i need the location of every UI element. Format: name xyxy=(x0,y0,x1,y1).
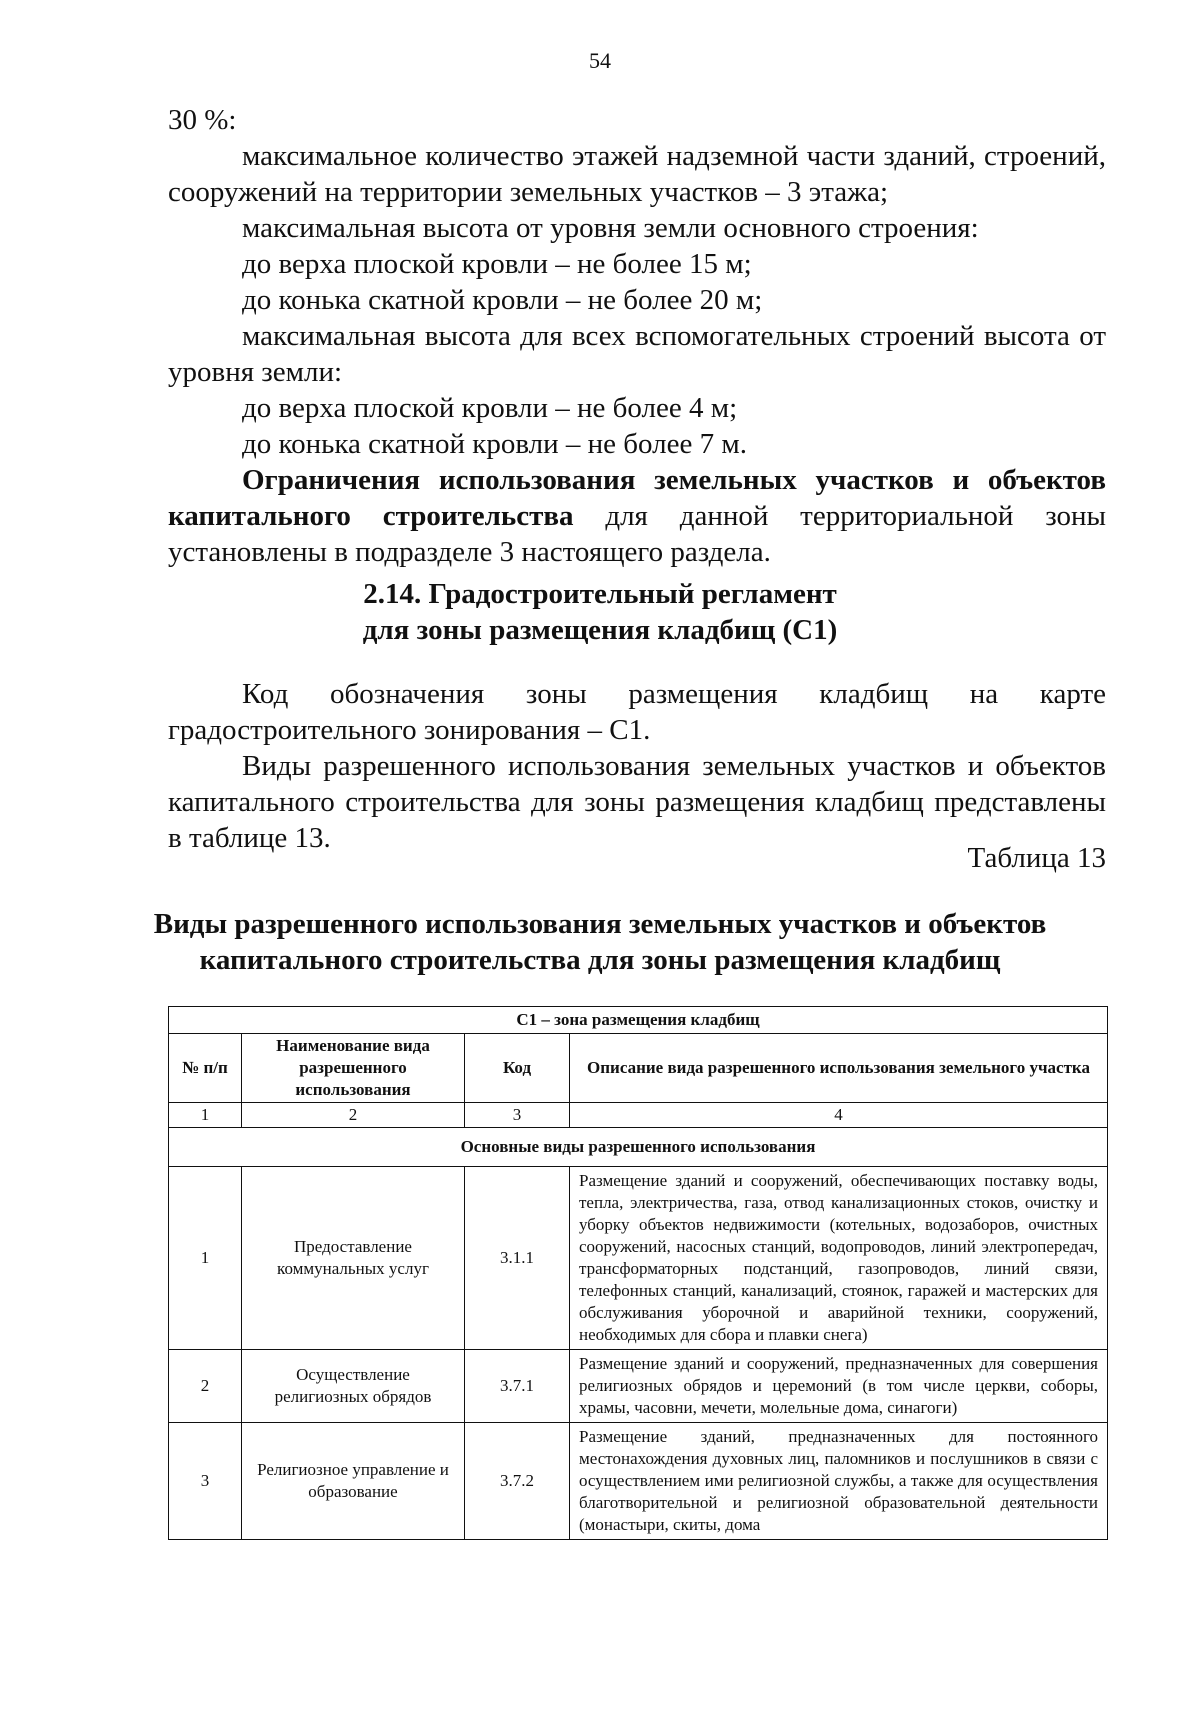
table-caption: Таблица 13 xyxy=(967,842,1106,874)
row-code-cell: 3.1.1 xyxy=(465,1167,570,1350)
column-number-cell: 2 xyxy=(242,1103,465,1128)
section-title-cell: Основные виды разрешенного использования xyxy=(169,1128,1108,1167)
column-number-cell: 3 xyxy=(465,1103,570,1128)
percent-line: 30 %: xyxy=(168,104,237,136)
row-name-cell: Осуществление религиозных обрядов xyxy=(242,1350,465,1423)
row-num-cell: 1 xyxy=(169,1167,242,1350)
table-title-line1: Виды разрешенного использования земельных участков и объектов xyxy=(153,908,1047,940)
table-row xyxy=(169,1350,1108,1423)
row-desc-cell: Размещение зданий и сооружений, обеспечивающих поставку воды, тепла, электричества, газа, отвод канализационных стоков, очистку и уборку объектов недвижимости (котельных, водозаборов, очистных сооружений, насосных станций, водопроводов, линий электропередач, трансформаторных подстанций, газопроводов, линий связи, телефонных станций, канализаций, стоянок, гаражей и мастерских для обслуживания уборочной и аварийной техники, сооружений, необходимых для сбора и плавки снега) xyxy=(570,1167,1108,1350)
row-desc-cell: Размещение зданий, предназначенных для постоянного местонахождения духовных лиц, паломников и послушников в связи с осуществлением ими религиозной службы, а также для осуществления благотворительной и религиозной образовательной деятельности (монастыри, скиты, дома xyxy=(570,1423,1108,1540)
header-num: № п/п xyxy=(169,1034,242,1103)
row-name-cell: Религиозное управление и образование xyxy=(242,1423,465,1540)
table-title-line2: капитального строительства для зоны размещения кладбищ xyxy=(199,944,1001,976)
restrictions-paragraph xyxy=(168,462,1106,570)
row-code-cell: 3.7.1 xyxy=(465,1350,570,1423)
table-row xyxy=(169,1167,1108,1350)
header-row xyxy=(169,1034,1108,1103)
table-row xyxy=(169,1423,1108,1540)
column-number-row xyxy=(169,1103,1108,1128)
section-title-row xyxy=(169,1128,1108,1167)
zone-description-text xyxy=(168,676,1106,856)
column-number-cell: 4 xyxy=(570,1103,1108,1128)
zone-title-row xyxy=(169,1007,1108,1034)
section-heading-line2: для зоны размещения кладбищ (С1) xyxy=(362,614,838,646)
pitched-roof-aux-paragraph: до конька скатной кровли – не более 7 м. xyxy=(242,428,747,460)
zone-title-cell: С1 – зона размещения кладбищ xyxy=(169,1007,1108,1034)
pitched-roof-main-paragraph: до конька скатной кровли – не более 20 м; xyxy=(242,284,763,316)
row-num-cell: 3 xyxy=(169,1423,242,1540)
column-number-cell: 1 xyxy=(169,1103,242,1128)
section-heading-line1: 2.14. Градостроительный регламент xyxy=(363,578,837,610)
page-number: 54 xyxy=(589,48,611,73)
zone-code-paragraph: Код обозначения зоны размещения кладбищ на карте градостроительного зонирования – С1. xyxy=(168,678,1106,746)
height-limits-text xyxy=(168,102,1106,570)
max-floors-paragraph: максимальное количество этажей надземной части зданий, строений, сооружений на территории земельных участков – 3 этажа; xyxy=(168,140,1106,208)
max-height-aux-paragraph: максимальная высота для всех вспомогательных строений высота от уровня земли: xyxy=(168,320,1106,388)
zone-types-paragraph: Виды разрешенного использования земельных участков и объектов капитального строительства для зоны размещения кладбищ представлены в таблице 13. xyxy=(168,750,1106,854)
header-code: Код xyxy=(465,1034,570,1103)
table-title xyxy=(0,906,1200,978)
restrictions-rest-text: для данной территориальной зоны установлены в подразделе 3 настоящего раздела. xyxy=(168,500,1106,568)
header-desc: Описание вида разрешенного использования земельного участка xyxy=(570,1034,1108,1103)
section-heading xyxy=(0,576,1200,648)
flat-roof-main-paragraph: до верха плоской кровли – не более 15 м; xyxy=(242,248,752,280)
restrictions-bold-text: Ограничения использования земельных участков и объектов капитального строительства xyxy=(168,464,1106,532)
row-name-cell: Предоставление коммунальных услуг xyxy=(242,1167,465,1350)
header-name: Наименование вида разрешенного использования xyxy=(242,1034,465,1103)
usage-types-table xyxy=(168,1006,1108,1540)
flat-roof-aux-paragraph: до верха плоской кровли – не более 4 м; xyxy=(242,392,738,424)
row-code-cell: 3.7.2 xyxy=(465,1423,570,1540)
row-desc-cell: Размещение зданий и сооружений, предназначенных для совершения религиозных обрядов и церемоний (в том числе церкви, соборы, храмы, часовни, мечети, молельные дома, синагоги) xyxy=(570,1350,1108,1423)
row-num-cell: 2 xyxy=(169,1350,242,1423)
max-height-main-paragraph: максимальная высота от уровня земли основного строения: xyxy=(242,212,979,244)
